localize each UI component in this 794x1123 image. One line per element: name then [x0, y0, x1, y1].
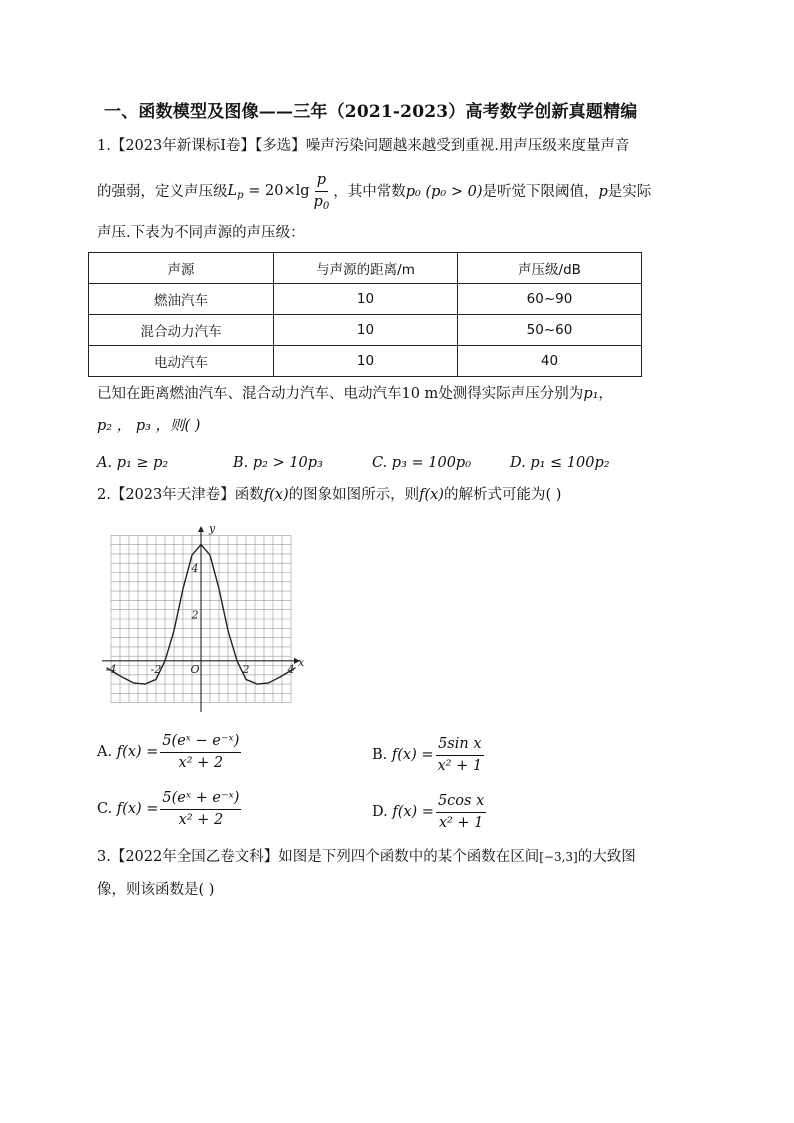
- table-cell: 混合动力汽车: [89, 315, 274, 346]
- q2-line1: [97, 488, 561, 503]
- function-fx: f(x): [263, 487, 289, 503]
- fraction-denominator: p: [313, 193, 323, 210]
- option-lhs: f(x) =: [391, 747, 434, 764]
- table-header-cell: 声压级/dB: [458, 253, 642, 284]
- table-cell: 50~60: [458, 315, 642, 346]
- table-cell: 60~90: [458, 284, 642, 315]
- table-cell: 10: [274, 284, 458, 315]
- formula-lhs: L: [227, 182, 238, 199]
- q1-option-c[interactable]: C. p₃ = 100p₀: [372, 455, 472, 471]
- q1-option-d[interactable]: D. p₁ ≤ 100p₂: [510, 455, 610, 471]
- q2-option-c[interactable]: [97, 790, 243, 828]
- option-label: D.: [372, 804, 388, 821]
- x-tick-label: 2: [242, 662, 250, 676]
- table-header-cell: 声源: [89, 253, 274, 284]
- table-header-cell: 与声源的距离/m: [274, 253, 458, 284]
- formula-fraction: [312, 172, 332, 212]
- x-tick-label: -2: [150, 662, 162, 676]
- q1-line2-b: ，其中常数: [333, 183, 406, 200]
- fraction-denominator-sub: 0: [322, 200, 330, 212]
- q1-distance: 10 m: [401, 386, 439, 402]
- table-cell: 燃油汽车: [89, 284, 274, 315]
- q3-line2: 像，则该函数是( ): [97, 882, 215, 898]
- q1-line2: [97, 172, 651, 212]
- option-denominator: x² + 2: [178, 754, 224, 771]
- formula-eq: = 20×lg: [243, 182, 310, 199]
- table-row: [89, 284, 642, 315]
- page-title: 一、函数模型及图像——三年（2021-2023）高考数学创新真题精编: [104, 102, 638, 122]
- q3-line1-b: 的大致图: [577, 849, 636, 865]
- q1-line4-c: ，: [598, 386, 613, 402]
- table-header-row: [89, 253, 642, 284]
- q1-line4-b: 处测得实际声压分别为: [438, 386, 584, 402]
- p0-condition: p₀ (p₀ > 0): [405, 183, 483, 200]
- q2-line1-c: 的解析式可能为( ): [443, 487, 562, 503]
- q1-line5: p₂ ， p₃ ，则( ): [97, 418, 201, 434]
- q2-line1-a: 2.【2023年天津卷】函数: [97, 487, 264, 503]
- q3-line1-a: 3.【2022年全国乙卷文科】如图是下列四个函数中的某个函数在区间: [97, 849, 540, 865]
- table-cell: 40: [458, 346, 642, 377]
- option-numerator: 5cos x: [436, 793, 486, 813]
- option-denominator: x² + 1: [437, 757, 483, 774]
- table-cell: 10: [274, 315, 458, 346]
- q1-line4-a: 已知在距离燃油汽车、混合动力汽车、电动汽车: [97, 386, 402, 402]
- function-graph: [98, 520, 310, 718]
- q2-line1-b: 的图象如图所示，则: [288, 487, 420, 503]
- sound-level-table: [88, 252, 642, 377]
- fraction-numerator: p: [315, 172, 328, 192]
- y-tick-label: 4: [191, 561, 199, 575]
- q1-option-b[interactable]: B. p₂ > 10p₃: [233, 455, 323, 471]
- q1-line2-c: 是听觉下限阈值，: [482, 183, 599, 200]
- q1-option-a[interactable]: A. p₁ ≥ p₂: [97, 455, 169, 471]
- table-cell: 电动汽车: [89, 346, 274, 377]
- option-denominator: x² + 1: [438, 814, 484, 831]
- x-tick-label: O: [190, 662, 200, 676]
- q2-option-a[interactable]: [97, 733, 243, 771]
- option-lhs: f(x) =: [392, 804, 434, 821]
- option-label: A.: [97, 744, 113, 761]
- option-label: B.: [372, 747, 388, 764]
- option-label: C.: [97, 801, 113, 818]
- option-denominator: x² + 2: [178, 811, 224, 828]
- option-numerator: 5(eˣ + e⁻ˣ): [160, 790, 241, 810]
- p-variable: p: [598, 183, 608, 200]
- q3-line1: [97, 850, 636, 865]
- table-row: [89, 315, 642, 346]
- q2-option-b[interactable]: [372, 736, 486, 774]
- function-fx: f(x): [419, 487, 444, 503]
- q1-line4: [97, 387, 613, 402]
- table-cell: 10: [274, 346, 458, 377]
- x-tick-label: -4: [105, 662, 117, 676]
- y-axis-arrow: [198, 526, 204, 532]
- x-tick-label: 4: [287, 662, 295, 676]
- option-lhs: f(x) =: [116, 744, 159, 761]
- option-numerator: 5(eˣ − e⁻ˣ): [160, 733, 241, 753]
- q1-line3: 声压.下表为不同声源的声压级：: [97, 225, 305, 241]
- option-numerator: 5sin x: [436, 736, 483, 756]
- sound-level-formula: [228, 184, 310, 201]
- formula-sub: p: [237, 189, 244, 201]
- y-axis-label: y: [209, 522, 216, 535]
- q1-line2-d: 是实际: [607, 183, 652, 200]
- q1-line2-a: 的强弱，定义声压级: [97, 183, 228, 200]
- table-row: [89, 346, 642, 377]
- y-tick-label: 2: [191, 608, 199, 622]
- q2-option-d[interactable]: [372, 793, 488, 831]
- x-axis-label: x: [298, 655, 305, 669]
- q1-line1: 1.【2023年新课标Ⅰ卷】【多选】噪声污染问题越来越受到重视.用声压级来度量声音: [97, 138, 630, 154]
- option-lhs: f(x) =: [116, 801, 159, 818]
- p1-variable: p₁: [583, 386, 599, 402]
- q3-interval: [−3,3]: [539, 850, 578, 864]
